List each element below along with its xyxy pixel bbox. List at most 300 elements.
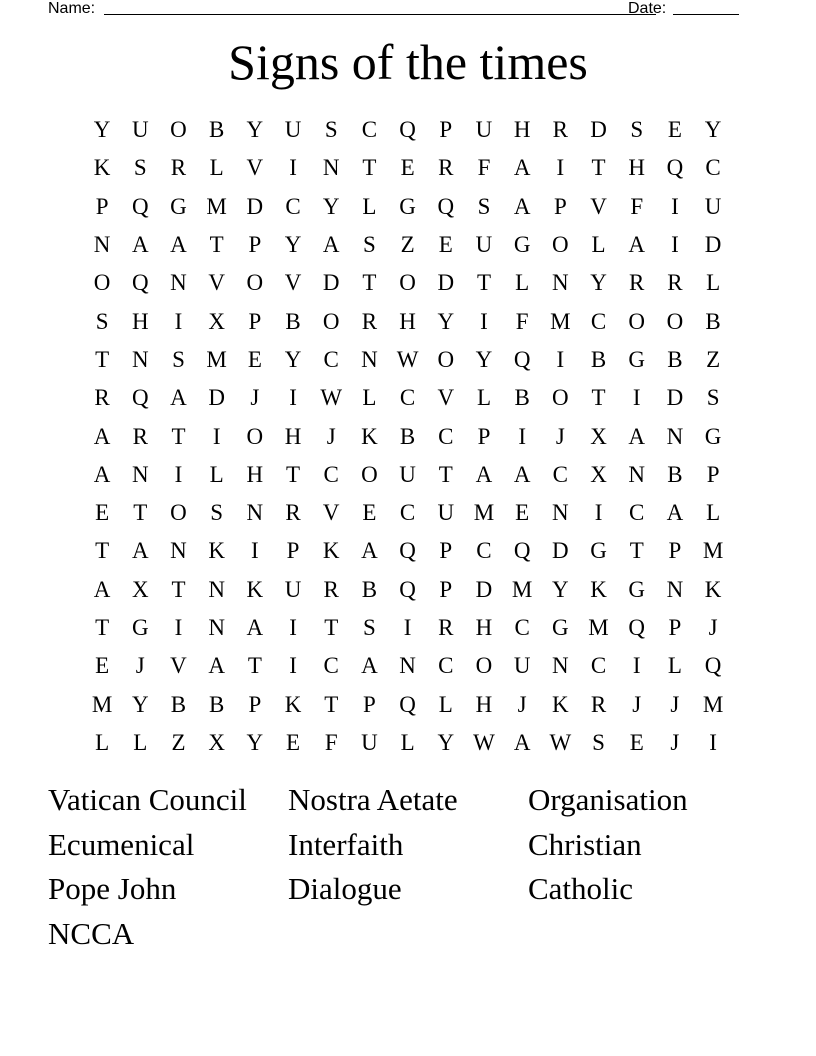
grid-letter: K xyxy=(590,576,607,602)
grid-letter: L xyxy=(209,461,224,487)
grid-letter: R xyxy=(590,691,607,717)
grid-letter: L xyxy=(362,385,377,411)
grid-letter: S xyxy=(630,117,644,143)
grid-letter: P xyxy=(248,232,262,258)
grid-letter: B xyxy=(170,691,187,717)
grid-letter: P xyxy=(286,538,300,564)
grid-letter: Q xyxy=(666,155,684,181)
grid-letter: M xyxy=(588,615,609,640)
grid-letter: M xyxy=(206,193,227,219)
grid-letter: H xyxy=(475,615,493,640)
date-blank-line xyxy=(673,14,739,15)
grid-letter: T xyxy=(247,653,262,679)
grid-letter: C xyxy=(323,346,339,372)
grid-letter: T xyxy=(629,538,644,564)
grid-letter: D xyxy=(437,270,455,296)
grid-letter: M xyxy=(206,346,227,372)
grid-letter: C xyxy=(590,308,607,334)
grid-letter: A xyxy=(170,232,187,258)
grid-letter: T xyxy=(171,423,186,449)
grid-letter: Q xyxy=(704,653,722,679)
grid-letter: L xyxy=(515,270,530,296)
grid-letter: W xyxy=(549,729,572,755)
grid-letter: E xyxy=(629,729,644,755)
grid-letter: R xyxy=(285,500,301,526)
grid-letter: J xyxy=(326,423,336,449)
grid-letter: I xyxy=(632,385,641,411)
grid-letter: T xyxy=(362,270,377,296)
grid-letter: C xyxy=(285,193,301,219)
grid-letter: P xyxy=(248,691,262,717)
grid-letter: V xyxy=(170,653,187,679)
grid-letter: E xyxy=(286,729,301,755)
grid-letter: C xyxy=(323,461,339,487)
grid-letter: B xyxy=(208,117,225,143)
word-list xyxy=(48,778,768,956)
grid-letter: M xyxy=(550,308,571,334)
grid-letter: I xyxy=(709,729,717,755)
grid-letter: Y xyxy=(284,232,302,258)
word-list-item: Ecumenical xyxy=(48,826,195,862)
grid-letter: J xyxy=(632,691,642,717)
grid-letter: O xyxy=(170,500,187,526)
word-list-item: Vatican Council xyxy=(48,782,247,817)
grid-letter: N xyxy=(552,500,569,526)
grid-letter: R xyxy=(361,308,378,334)
grid-letter: K xyxy=(552,691,569,717)
grid-row xyxy=(83,226,733,264)
grid-letter: T xyxy=(286,461,301,487)
grid-letter: R xyxy=(132,423,148,449)
grid-letter: N xyxy=(208,615,225,640)
grid-letter: Q xyxy=(399,117,416,143)
grid-letter: T xyxy=(591,385,606,411)
grid-letter: W xyxy=(396,346,419,372)
grid-letter: X xyxy=(590,423,607,449)
grid-letter: T xyxy=(476,270,491,296)
grid-letter: A xyxy=(208,653,225,679)
grid-letter: N xyxy=(666,576,684,602)
grid-letter: O xyxy=(437,346,455,372)
grid-letter: S xyxy=(592,729,605,755)
grid-letter: G xyxy=(628,576,646,602)
grid-letter: B xyxy=(361,576,378,602)
grid-letter: G xyxy=(131,615,149,640)
grid-letter: V xyxy=(284,270,302,296)
grid-letter: M xyxy=(702,691,724,717)
grid-letter: N xyxy=(628,461,646,487)
grid-letter: O xyxy=(361,461,378,487)
grid-letter: G xyxy=(628,346,646,372)
grid-letter: A xyxy=(628,423,646,449)
grid-letter: N xyxy=(361,346,378,372)
grid-letter: P xyxy=(248,308,262,334)
grid-letter: E xyxy=(400,155,415,181)
grid-letter: N xyxy=(246,500,264,526)
date-label: Date: xyxy=(628,0,667,17)
grid-letter: I xyxy=(174,461,183,487)
grid-letter: R xyxy=(438,155,454,181)
grid-row xyxy=(83,456,733,494)
grid-letter: B xyxy=(667,346,683,372)
grid-letter: N xyxy=(131,346,149,372)
grid-row xyxy=(83,341,733,379)
grid-letter: C xyxy=(552,461,569,487)
grid-letter: Z xyxy=(400,232,415,258)
grid-letter: C xyxy=(361,117,378,143)
grid-letter: B xyxy=(667,461,683,487)
grid-letter: Q xyxy=(628,615,646,640)
grid-letter: B xyxy=(208,691,225,717)
word-list-item: Christian xyxy=(528,826,642,862)
grid-letter: M xyxy=(511,576,533,602)
grid-letter: A xyxy=(93,423,111,449)
grid-letter: T xyxy=(171,576,186,602)
grid-letter: A xyxy=(246,615,264,640)
grid-letter: A xyxy=(513,193,531,219)
grid-letter: Q xyxy=(131,193,149,219)
name-blank-line xyxy=(104,14,656,15)
grid-letter: J xyxy=(708,615,718,640)
grid-letter: H xyxy=(131,308,149,334)
grid-letter: T xyxy=(95,346,110,372)
grid-letter: L xyxy=(591,232,606,258)
grid-letter: S xyxy=(95,308,109,334)
grid-letter: C xyxy=(629,500,645,526)
grid-letter: Y xyxy=(552,576,569,602)
grid-letter: Y xyxy=(437,729,455,755)
grid-letter: R xyxy=(323,576,339,602)
grid-letter: N xyxy=(666,423,684,449)
grid-letter: Q xyxy=(399,538,416,564)
grid-letter: T xyxy=(324,691,339,717)
grid-letter: I xyxy=(632,653,641,679)
grid-letter: M xyxy=(702,538,724,564)
grid-letter: M xyxy=(473,500,495,526)
grid-letter: I xyxy=(212,423,221,449)
grid-letter: Y xyxy=(704,117,722,143)
grid-letter: Y xyxy=(246,729,264,755)
grid-letter: G xyxy=(513,232,531,258)
word-list-item: Dialogue xyxy=(288,871,402,906)
grid-letter: R xyxy=(552,117,569,143)
grid-letter: O xyxy=(475,653,493,679)
grid-letter: O xyxy=(552,385,569,411)
grid-row xyxy=(83,685,733,723)
grid-letter: Y xyxy=(246,117,264,143)
grid-letter: I xyxy=(289,155,297,181)
grid-letter: Y xyxy=(131,691,149,717)
grid-letter: J xyxy=(670,729,680,755)
grid-letter: P xyxy=(439,117,453,143)
grid-letter: I xyxy=(518,423,526,449)
grid-letter: H xyxy=(513,117,531,143)
grid-letter: T xyxy=(95,615,110,640)
grid-letter: F xyxy=(324,729,338,755)
grid-letter: G xyxy=(399,193,416,219)
grid-letter: U xyxy=(513,653,531,679)
grid-letter: T xyxy=(95,538,110,564)
grid-letter: G xyxy=(590,538,607,564)
grid-letter: K xyxy=(322,538,340,564)
grid-letter: C xyxy=(399,385,416,411)
grid-letter: R xyxy=(667,270,683,296)
grid-letter: I xyxy=(671,193,679,219)
page-title: Signs of the times xyxy=(228,34,588,90)
grid-letter: E xyxy=(247,346,262,372)
grid-letter: Q xyxy=(131,385,149,411)
grid-row xyxy=(83,302,733,340)
word-list-item: Pope John xyxy=(48,871,177,906)
grid-letter: K xyxy=(246,576,264,602)
grid-letter: A xyxy=(93,576,111,602)
grid-letter: Z xyxy=(706,346,721,372)
grid-letter: A xyxy=(93,461,111,487)
grid-letter: B xyxy=(705,308,721,334)
grid-letter: P xyxy=(668,615,682,640)
grid-letter: S xyxy=(706,385,720,411)
grid-letter: P xyxy=(553,193,567,219)
grid-letter: T xyxy=(438,461,453,487)
grid-letter: C xyxy=(438,653,454,679)
grid-letter: A xyxy=(628,232,646,258)
grid-letter: A xyxy=(666,500,684,526)
grid-letter: R xyxy=(170,155,187,181)
grid-letter: B xyxy=(590,346,607,372)
grid-letter: A xyxy=(513,155,531,181)
word-list-item: Organisation xyxy=(528,782,688,817)
grid-letter: N xyxy=(93,232,111,258)
grid-letter: F xyxy=(477,155,491,181)
grid-letter: O xyxy=(246,423,264,449)
grid-letter: H xyxy=(246,461,264,487)
grid-letter: X xyxy=(590,461,607,487)
grid-letter: X xyxy=(208,308,225,334)
grid-letter: P xyxy=(439,576,453,602)
grid-letter: Y xyxy=(590,270,607,296)
grid-letter: H xyxy=(284,423,302,449)
grid-letter: L xyxy=(133,729,148,755)
grid-letter: R xyxy=(438,615,454,640)
grid-letter: P xyxy=(95,193,109,219)
grid-letter: I xyxy=(556,155,565,181)
grid-letter: W xyxy=(473,729,495,755)
grid-letter: O xyxy=(628,308,646,334)
grid-letter: Q xyxy=(399,691,416,717)
grid-letter: L xyxy=(667,653,682,679)
grid-letter: D xyxy=(322,270,340,296)
grid-letter: Q xyxy=(131,270,149,296)
grid-letter: T xyxy=(209,232,224,258)
grid-letter: J xyxy=(135,653,145,679)
grid-letter: N xyxy=(170,270,187,296)
grid-letter: M xyxy=(91,691,113,717)
grid-letter: U xyxy=(704,193,722,219)
grid-letter: U xyxy=(131,117,149,143)
grid-letter: O xyxy=(93,270,111,296)
grid-letter: I xyxy=(671,232,679,258)
grid-letter: U xyxy=(284,117,302,143)
grid-row xyxy=(83,571,733,609)
grid-letter: A xyxy=(361,538,378,564)
grid-letter: E xyxy=(667,117,682,143)
grid-row xyxy=(83,417,733,455)
grid-letter: Z xyxy=(171,729,186,755)
grid-row xyxy=(83,647,733,685)
grid-row xyxy=(83,724,733,762)
grid-letter: V xyxy=(437,385,455,411)
grid-letter: L xyxy=(400,729,415,755)
grid-letter: K xyxy=(284,691,302,717)
grid-letter: D xyxy=(208,385,225,411)
grid-letter: N xyxy=(322,155,340,181)
grid-letter: V xyxy=(246,155,264,181)
grid-letter: I xyxy=(289,615,297,640)
grid-letter: G xyxy=(552,615,569,640)
grid-letter: R xyxy=(629,270,645,296)
grid-letter: N xyxy=(552,653,569,679)
grid-letter: E xyxy=(438,232,453,258)
grid-letter: B xyxy=(399,423,416,449)
grid-letter: N xyxy=(131,461,149,487)
grid-letter: C xyxy=(399,500,416,526)
grid-letter: J xyxy=(670,691,680,717)
grid-letter: S xyxy=(477,193,491,219)
grid-letter: I xyxy=(251,538,259,564)
grid-letter: Q xyxy=(399,576,416,602)
grid-letter: I xyxy=(594,500,603,526)
grid-letter: C xyxy=(438,423,454,449)
grid-letter: E xyxy=(362,500,377,526)
grid-letter: L xyxy=(706,270,721,296)
grid-letter: Y xyxy=(437,308,455,334)
grid-letter: D xyxy=(552,538,569,564)
grid-letter: A xyxy=(361,653,378,679)
grid-letter: V xyxy=(208,270,225,296)
grid-letter: S xyxy=(210,500,224,526)
grid-letter: L xyxy=(209,155,224,181)
grid-row xyxy=(83,379,733,417)
grid-letter: U xyxy=(399,461,416,487)
grid-letter: O xyxy=(322,308,340,334)
grid-letter: S xyxy=(363,615,376,640)
grid-letter: A xyxy=(513,461,531,487)
grid-letter: O xyxy=(399,270,416,296)
grid-letter: H xyxy=(475,691,493,717)
grid-letter: C xyxy=(705,155,721,181)
grid-letter: U xyxy=(361,729,378,755)
grid-letter: W xyxy=(320,385,343,411)
grid-letter: L xyxy=(95,729,110,755)
grid-letter: B xyxy=(285,308,301,334)
grid-letter: A xyxy=(131,232,149,258)
grid-letter: Y xyxy=(93,117,111,143)
grid-letter: X xyxy=(208,729,225,755)
grid-row xyxy=(83,532,733,570)
grid-letter: P xyxy=(439,538,453,564)
grid-letter: I xyxy=(480,308,488,334)
grid-letter: Q xyxy=(437,193,455,219)
grid-letter: G xyxy=(704,423,722,449)
grid-letter: X xyxy=(131,576,149,602)
grid-letter: I xyxy=(174,308,183,334)
grid-row xyxy=(83,149,733,187)
grid-letter: V xyxy=(322,500,340,526)
grid-letter: U xyxy=(475,117,493,143)
grid-letter: J xyxy=(250,385,260,411)
grid-letter: D xyxy=(246,193,264,219)
grid-letter: O xyxy=(552,232,569,258)
grid-letter: L xyxy=(706,500,721,526)
grid-letter: N xyxy=(399,653,416,679)
grid-row xyxy=(83,111,733,149)
grid-letter: Y xyxy=(322,193,340,219)
grid-letter: P xyxy=(477,423,491,449)
grid-letter: L xyxy=(476,385,491,411)
grid-letter: C xyxy=(590,653,607,679)
grid-letter: P xyxy=(668,538,682,564)
grid-letter: U xyxy=(475,232,493,258)
grid-letter: J xyxy=(517,691,527,717)
grid-letter: T xyxy=(133,500,148,526)
grid-letter: G xyxy=(170,193,187,219)
grid-letter: L xyxy=(438,691,453,717)
grid-letter: I xyxy=(403,615,412,640)
name-label: Name: xyxy=(48,0,96,17)
grid-letter: H xyxy=(399,308,416,334)
grid-letter: I xyxy=(289,653,297,679)
grid-letter: F xyxy=(630,193,644,219)
grid-row xyxy=(83,264,733,302)
grid-letter: I xyxy=(174,615,183,640)
grid-letter: H xyxy=(628,155,646,181)
grid-row xyxy=(83,494,733,532)
grid-letter: U xyxy=(284,576,302,602)
grid-letter: T xyxy=(362,155,377,181)
grid-letter: P xyxy=(363,691,376,717)
grid-letter: E xyxy=(95,500,110,526)
grid-letter: B xyxy=(514,385,530,411)
grid-letter: D xyxy=(590,117,607,143)
grid-letter: T xyxy=(324,615,339,640)
letter-grid xyxy=(83,111,733,762)
grid-letter: I xyxy=(289,385,297,411)
grid-letter: S xyxy=(172,346,185,372)
grid-letter: T xyxy=(591,155,606,181)
grid-letter: J xyxy=(555,423,565,449)
grid-letter: A xyxy=(475,461,493,487)
grid-letter: L xyxy=(362,193,377,219)
grid-letter: K xyxy=(93,155,111,181)
grid-letter: S xyxy=(324,117,338,143)
grid-letter: A xyxy=(170,385,187,411)
grid-letter: E xyxy=(515,500,530,526)
grid-letter: A xyxy=(513,729,531,755)
grid-letter: N xyxy=(552,270,569,296)
grid-letter: K xyxy=(208,538,225,564)
word-list-item: NCCA xyxy=(48,915,135,951)
worksheet-header xyxy=(48,0,748,20)
grid-letter: Q xyxy=(513,538,531,564)
grid-letter: K xyxy=(704,576,722,602)
grid-letter: A xyxy=(322,232,340,258)
word-list-item: Nostra Aetate xyxy=(288,782,458,817)
word-list-item: Catholic xyxy=(528,871,634,906)
grid-letter: D xyxy=(666,385,684,411)
grid-letter: P xyxy=(706,461,720,487)
grid-letter: C xyxy=(323,653,339,679)
grid-letter: V xyxy=(590,193,607,219)
